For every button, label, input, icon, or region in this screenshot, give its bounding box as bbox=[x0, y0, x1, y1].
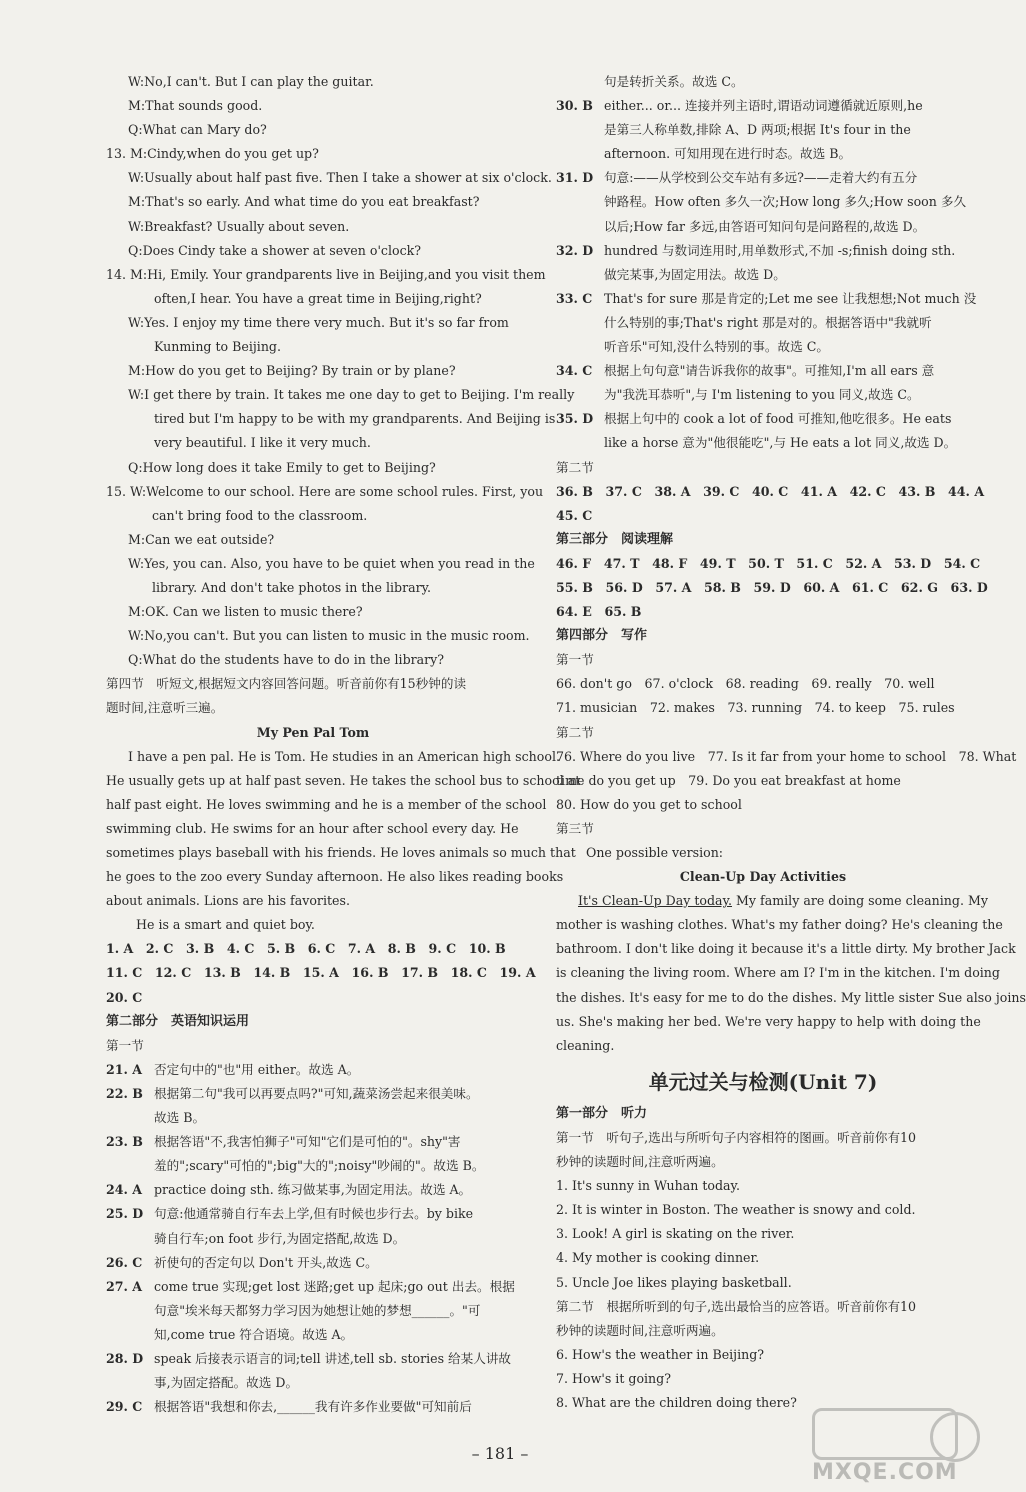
unit_col-line: 1. It's sunny in Wuhan today. bbox=[556, 1178, 740, 1194]
right_col-line: Clean-Up Day Activities bbox=[679, 869, 847, 885]
explanation-text: practice doing sth. 练习做某事,为固定用法。故选 A。 bbox=[154, 1182, 472, 1198]
explanation-text: 根据上句中的 cook a lot of food 可推知,他吃很多。He eats bbox=[604, 411, 952, 427]
left_col-line: Q:Does Cindy take a shower at seven o'clock? bbox=[128, 242, 422, 258]
right_col-line: 46. F 47. T 48. F 49. T 50. T 51. C 52. A 53. D 54. C bbox=[556, 555, 981, 571]
answer-number: 21. A bbox=[106, 1061, 143, 1077]
left_col-line: about animals. Lions are his favorites. bbox=[106, 893, 350, 909]
right_col-line: 80. How do you get to school bbox=[556, 796, 742, 812]
right_col-line: 76. Where do you live 77. Is it far from your home to school 78. What bbox=[556, 748, 1017, 764]
right_col-line: 66. don't go 67. o'clock 68. reading 69. really 70. well bbox=[556, 676, 935, 692]
right_col-line bbox=[556, 166, 970, 190]
unit_col-line: 秒钟的读题时间,注意听两遍。 bbox=[556, 1154, 724, 1170]
left_col-line bbox=[106, 1251, 520, 1275]
left_col-line bbox=[106, 1275, 520, 1299]
left_col-line: 第一节 bbox=[106, 1037, 144, 1053]
left_col-line bbox=[106, 1202, 520, 1226]
unit_col-line: 秒钟的读题时间,注意听两遍。 bbox=[556, 1322, 724, 1338]
left_col-line: very beautiful. I like it very much. bbox=[154, 435, 371, 451]
right_col-line bbox=[556, 94, 970, 118]
right_col-line: the dishes. It's easy for me to do the dishes. My little sister Sue also joins bbox=[556, 989, 1026, 1005]
right_col-line: 为"我洗耳恭听",与 I'm listening to you 同义,故选 C。 bbox=[604, 387, 920, 403]
answer-number: 34. C bbox=[556, 363, 593, 379]
left_col-line: M:Can we eat outside? bbox=[128, 531, 275, 547]
right_col-line bbox=[556, 239, 970, 263]
left_col-line: 20. C bbox=[106, 989, 143, 1005]
left_col-line: sometimes plays baseball with his friends. He loves animals so much that bbox=[106, 845, 576, 860]
right_col-line bbox=[556, 287, 977, 311]
explanation-text: 根据上句句意"请告诉我你的故事"。可推知,I'm all ears 意 bbox=[604, 363, 935, 379]
unit_col-line: 6. How's the weather in Beijing? bbox=[556, 1346, 765, 1362]
left_col-line: W:Yes. I enjoy my time there very much. But it's so far from bbox=[128, 314, 509, 330]
left_col-line: 第四节 听短文,根据短文内容回答问题。听音前你有15秒钟的读 bbox=[106, 676, 467, 692]
right_col-line: 第二节 bbox=[556, 459, 594, 475]
right_col-line: One possible version: bbox=[586, 845, 724, 860]
right_col-line: time do you get up 79. Do you eat breakfast at home bbox=[556, 772, 901, 788]
unit-test-section bbox=[556, 1102, 970, 1415]
left_col-line bbox=[106, 1395, 520, 1419]
answer-number: 30. B bbox=[556, 98, 593, 114]
answer-number: 24. A bbox=[106, 1182, 143, 1198]
unit_col-line: 第一部分 听力 bbox=[556, 1105, 648, 1121]
left_col-line: 1. A 2. C 3. B 4. C 5. B 6. C 7. A 8. B 9. C 10. B bbox=[106, 941, 506, 957]
unit_col-line: 4. My mother is cooking dinner. bbox=[556, 1250, 760, 1266]
left_col-line: W:Usually about half past five. Then I take a shower at six o'clock. bbox=[128, 170, 552, 186]
explanation-text: 根据答语"我想和你去,______我有许多作业要做"可知前后 bbox=[154, 1399, 472, 1415]
left_col-line: Q:What do the students have to do in the library? bbox=[128, 652, 445, 668]
left_col-line: M:That's so early. And what time do you eat breakfast? bbox=[128, 194, 480, 210]
explanation-text: 根据第二句"我可以再要点吗?"可知,蔬菜汤尝起来很美味。 bbox=[154, 1085, 479, 1101]
right_col-line: like a horse 意为"他很能吃",与 He eats a lot 同义,故选 D。 bbox=[604, 435, 957, 451]
right_col-line: is cleaning the living room. Where am I? I'm in the kitchen. I'm doing bbox=[556, 965, 1000, 981]
answer-number: 31. D bbox=[556, 170, 594, 186]
answer-number: 25. D bbox=[106, 1206, 144, 1222]
left_col-line: 羞的";scary"可怕的";big"大的";noisy"吵闹的"。故选 B。 bbox=[154, 1158, 485, 1174]
left_col-line: W:No,I can't. But I can play the guitar. bbox=[128, 74, 374, 89]
left_col-line: Kunming to Beijing. bbox=[154, 339, 281, 355]
stamp-circle-icon bbox=[930, 1412, 980, 1462]
left_col-line: Q:What can Mary do? bbox=[128, 122, 267, 138]
right_col-line: 听音乐"可知,没什么特别的事。故选 C。 bbox=[604, 339, 829, 355]
unit_col-line: 5. Uncle Joe likes playing basketball. bbox=[556, 1274, 792, 1290]
right_col-line: afternoon. 可知用现在进行时态。故选 B。 bbox=[604, 146, 852, 162]
left_col-line bbox=[106, 1130, 520, 1154]
left_col-line bbox=[106, 1178, 520, 1202]
explanation-text: 祈使句的否定句以 Don't 开头,故选 C。 bbox=[154, 1254, 378, 1270]
right_col-line: mother is washing clothes. What's my father doing? He's cleaning the bbox=[556, 917, 1003, 933]
right_col-line: 是第三人称单数,排除 A、D 两项;根据 It's four in the bbox=[604, 122, 911, 138]
left_col-line: 13. M:Cindy,when do you get up? bbox=[106, 146, 319, 162]
right_col-line bbox=[556, 407, 970, 431]
right_col-line: 什么特别的事;That's right 那是对的。根据答语中"我就听 bbox=[604, 314, 932, 330]
answer-number: 32. D bbox=[556, 242, 594, 258]
watermark-logo bbox=[812, 1408, 992, 1488]
left_col-line: often,I hear. You have a great time in Beijing,right? bbox=[154, 290, 482, 306]
watermark-text: MXQE.COM bbox=[812, 1460, 958, 1485]
unit_col-line: 8. What are the children doing there? bbox=[556, 1394, 797, 1410]
right_col-line: 第四部分 写作 bbox=[556, 628, 648, 644]
explanation-text: either... or... 连接并列主语时,谓语动词遵循就近原则,he bbox=[604, 98, 923, 114]
left_col-line: 14. M:Hi, Emily. Your grandparents live in Beijing,and you visit them bbox=[106, 266, 546, 282]
unit_col-line: 2. It is winter in Boston. The weather is snowy and cold. bbox=[556, 1202, 916, 1218]
unit_col-line: 7. How's it going? bbox=[556, 1370, 671, 1386]
left_col-line: 句意"埃米每天都努力学习因为她想让她的梦想______。"可 bbox=[154, 1302, 481, 1318]
page-number: – 181 – bbox=[471, 1444, 529, 1463]
right_col-line: 71. musician 72. makes 73. running 74. to keep 75. rules bbox=[556, 700, 955, 716]
left_col-line: he goes to the zoo every Sunday afternoon. He also likes reading books bbox=[106, 869, 564, 885]
answer-explanations bbox=[556, 70, 1026, 1058]
explanation-text: hundred 与数词连用时,用单数形式,不加 -s;finish doing sth. bbox=[604, 242, 956, 258]
left_col-line: W:Breakfast? Usually about seven. bbox=[128, 218, 350, 234]
right_col-line: 第一节 bbox=[556, 652, 594, 668]
right_col-line: cleaning. bbox=[556, 1037, 615, 1053]
left_col-line: 第二部分 英语知识运用 bbox=[106, 1013, 250, 1029]
left_col-line: He is a smart and quiet boy. bbox=[136, 917, 315, 933]
explanation-text: 句意:——从学校到公交车站有多远?——走着大约有五分 bbox=[604, 170, 918, 186]
answer-number: 33. C bbox=[556, 290, 593, 306]
left_col-line: 15. W:Welcome to our school. Here are some school rules. First, you bbox=[106, 483, 544, 499]
right_col-line: 钟路程。How often 多久一次;How long 多久;How soon 多久 bbox=[604, 194, 967, 210]
right_col-line: 以后;How far 多远,由答语可知问句是问路程的,故选 D。 bbox=[604, 218, 926, 234]
left_col-line: W:No,you can't. But you can listen to music in the music room. bbox=[128, 628, 530, 644]
answer-number: 35. D bbox=[556, 411, 594, 427]
right_col-line: 55. B 56. D 57. A 58. B 59. D 60. A 61. C 62. G 63. D bbox=[556, 579, 988, 595]
left_col-line: W:Yes, you can. Also, you have to be quiet when you read in the bbox=[128, 555, 535, 571]
right-column bbox=[556, 70, 1026, 1415]
explanation-text: come true 实现;get lost 迷路;get up 起床;go out 出去。根据 bbox=[154, 1278, 515, 1294]
explanation-text: speak 后接表示语言的词;tell 讲述,tell sb. stories 给某人讲故 bbox=[154, 1350, 512, 1366]
right_col-line: 第三部分 阅读理解 bbox=[556, 531, 674, 547]
answer-number: 23. B bbox=[106, 1134, 143, 1150]
answer-number: 28. D bbox=[106, 1350, 144, 1366]
left_col-line: W:I get there by train. It takes me one day to get to Beijing. I'm really bbox=[128, 387, 575, 403]
answer-number: 22. B bbox=[106, 1085, 143, 1101]
unit_col-line: 第二节 根据所听到的句子,选出最恰当的应答语。听音前你有10 bbox=[556, 1298, 917, 1314]
left_col-line: My Pen Pal Tom bbox=[256, 724, 370, 740]
right_col-line: It's Clean-Up Day today. My family are doing some cleaning. My bbox=[578, 893, 988, 909]
right_col-line: 做完某事,为固定用法。故选 D。 bbox=[604, 266, 786, 282]
left_col-line bbox=[106, 1082, 520, 1106]
right_col-line: 第二节 bbox=[556, 724, 594, 740]
unit-title: 单元过关与检测(Unit 7) bbox=[648, 1069, 878, 1094]
left_col-line: He usually gets up at half past seven. He takes the school bus to school at bbox=[106, 772, 581, 788]
answer-number: 29. C bbox=[106, 1399, 143, 1415]
left_col-line: M:OK. Can we listen to music there? bbox=[128, 604, 363, 620]
right_col-line bbox=[556, 359, 970, 383]
left_col-line: tired but I'm happy to be with my grandparents. And Beijing is bbox=[154, 411, 556, 427]
right_col-line: 36. B 37. C 38. A 39. C 40. C 41. A 42. C 43. B 44. A bbox=[556, 483, 985, 499]
left_col-line: 知,come true 符合语境。故选 A。 bbox=[154, 1326, 354, 1342]
answer-number: 27. A bbox=[106, 1278, 143, 1294]
left_col-line: can't bring food to the classroom. bbox=[152, 507, 368, 523]
explanation-text: That's for sure 那是肯定的;Let me see 让我想想;Not much 没 bbox=[604, 290, 977, 306]
unit_col-line: 第一节 听句子,选出与所听句子内容相符的图画。听音前你有10 bbox=[556, 1129, 917, 1145]
left_col-line: 题时间,注意听三遍。 bbox=[106, 700, 224, 716]
left_col-line: Q:How long does it take Emily to get to Beijing? bbox=[128, 459, 436, 475]
left_col-line: I have a pen pal. He is Tom. He studies in an American high school. bbox=[128, 748, 560, 764]
right_col-line: bathroom. I don't like doing it because it's a little dirty. My brother Jack bbox=[556, 941, 1016, 957]
left_col-line: 事,为固定搭配。故选 D。 bbox=[154, 1375, 299, 1391]
left_col-line: library. And don't take photos in the library. bbox=[152, 579, 432, 595]
unit_col-line: 3. Look! A girl is skating on the river. bbox=[556, 1226, 795, 1242]
right_col-line: 句是转折关系。故选 C。 bbox=[604, 74, 744, 89]
left_col-line: 11. C 12. C 13. B 14. B 15. A 16. B 17. B 18. C 19. A bbox=[106, 965, 536, 981]
explanation-text: 根据答语"不,我害怕狮子"可知"它们是可怕的"。shy"害 bbox=[154, 1134, 461, 1150]
answer-number: 26. C bbox=[106, 1254, 143, 1270]
right_col-line: 64. E 65. B bbox=[556, 604, 642, 620]
left_col-line: M:That sounds good. bbox=[128, 98, 263, 114]
explanation-text: 句意:他通常骑自行车去上学,但有时候也步行去。by bike bbox=[154, 1206, 474, 1222]
left_col-line: swimming club. He swims for an hour after school every day. He bbox=[106, 820, 519, 836]
right_col-line: us. She's making her bed. We're very happy to help with doing the bbox=[556, 1013, 981, 1029]
left_col-line bbox=[106, 1347, 520, 1371]
underlined-topic-sentence: It's Clean-Up Day today. bbox=[578, 893, 733, 909]
right_col-line: 第三节 bbox=[556, 820, 594, 836]
explanation-text: 否定句中的"也"用 either。故选 A。 bbox=[154, 1061, 360, 1077]
left_col-line: half past eight. He loves swimming and he is a member of the school bbox=[106, 796, 547, 812]
right_col-line: 45. C bbox=[556, 507, 593, 523]
left_col-line: 骑自行车;on foot 步行,为固定搭配,故选 D。 bbox=[154, 1230, 406, 1246]
left_col-line: M:How do you get to Beijing? By train or by plane? bbox=[128, 363, 456, 379]
left_col-line: 故选 B。 bbox=[154, 1110, 206, 1126]
left_col-line bbox=[106, 1058, 520, 1082]
